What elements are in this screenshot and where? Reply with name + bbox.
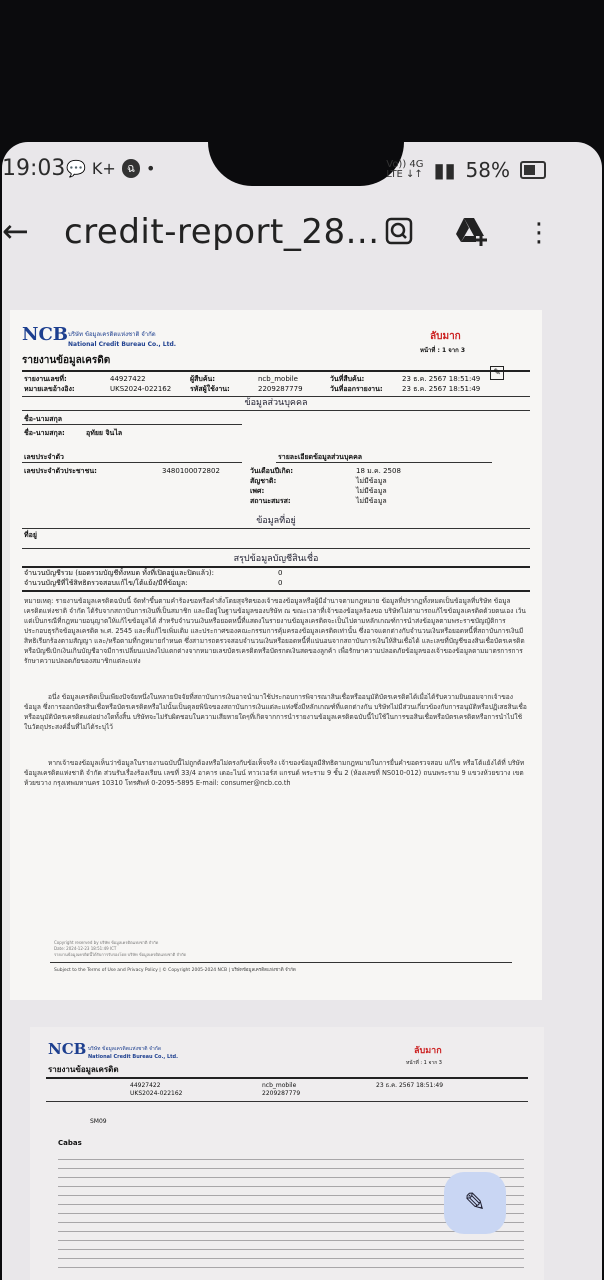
dob-label: วันเดือนปีเกิด: <box>250 467 294 475</box>
footer-copyright-small: Copyright reserved by บริษัท ข้อมูลเครดิตแห่งชาติ จำกัด <box>54 940 159 945</box>
ref-value: 44927422 <box>130 1082 161 1089</box>
id-value: 3480100072802 <box>162 467 220 475</box>
user-label: ผู้สืบค้น: <box>190 375 216 383</box>
detail-header: รายละเอียดข้อมูลส่วนบุคคล <box>278 453 363 461</box>
summary-total-value: 0 <box>278 569 283 577</box>
pen-off-icon: ✎ <box>464 1188 486 1218</box>
signal-icon: ▮▮ <box>433 158 456 182</box>
date-label: วันที่สืบค้น: <box>330 375 365 383</box>
footer-certify-small: รายงานข้อมูลเครดิตนี้ได้รับการรับรองโดย บริษัท ข้อมูลเครดิตแห่งชาติ จำกัด <box>54 952 187 957</box>
ref-value: 44927422 <box>110 375 146 383</box>
page-number: หน้าที่ : 1 จาก 3 <box>406 1060 442 1066</box>
phone-screen <box>2 142 602 1280</box>
user-value: ncb_mobile <box>258 375 298 383</box>
edit-icon: ✎ <box>490 366 504 380</box>
drive-add-icon[interactable] <box>454 216 488 250</box>
section-label: Cabas <box>58 1139 82 1147</box>
k-plus-icon: K+ <box>91 159 116 178</box>
code-value: SM09 <box>90 1118 107 1125</box>
page-footer: Subject to the Terms of Use and Privacy Policy | © Copyright 2005-2024 NCB | บริษัทข้อมูลเครดิตแห่งชาติ จำกัด <box>54 968 296 973</box>
date-value: 23 ธ.ค. 2567 18:51:49 <box>376 1082 444 1089</box>
company-name-th: บริษัท ข้อมูลเครดิตแห่งชาติ จำกัด <box>88 1046 162 1052</box>
gender-value: ไม่มีข้อมูล <box>356 487 387 495</box>
document-title: credit-report_28... <box>64 212 380 252</box>
disclaimer-paragraph-3: หากเจ้าของข้อมูลเห็นว่าข้อมูลในรายงานฉบับนี้ไม่ถูกต้องหรือไม่ตรงกับข้อเท็จจริง เจ้าของข้อมูลมีสิทธิตามกฎหมายในการยื่นคำขอตรวจสอบ แก้ไข หรือโต้แย้งได้ที่ บริษัท ข้อมูลเครดิตแห่งชาติ จำกัด ส่วนรับเรื่องร้องเรียน เลขที่ 33/4 อาคาร เดอะไนน์ ทาวเวอร์ส แกรนด์ พระราม 9 ชั้น 2 (ห้องเลขที่ NS010-012) ถนนพระราม 9 แขวงห้วยขวาง เขตห้วยขวาง กรุงเทพมหานคร 10310 โทรศัพท์ 0-2095-5895 E-mail: consumer@ncb.co.th <box>24 759 525 787</box>
summary-total-label: จำนวนบัญชีรวม (ยอดรวมบัญชีทั้งหมด ทั้งที่เปิดอยู่และปิดแล้ว): <box>24 569 215 577</box>
app-notification-icon: ฉ <box>122 159 140 178</box>
confidential-label: ลับมาก <box>414 1046 442 1056</box>
marital-label: สถานะสมรส: <box>250 497 291 505</box>
lens-search-icon[interactable] <box>382 216 416 250</box>
userid-label: รหัสผู้ใช้งาน: <box>190 385 230 393</box>
battery-icon <box>520 161 546 179</box>
date-value: 23 ธ.ค. 2567 18:51:49 <box>402 375 481 383</box>
summary-dispute-label: จำนวนบัญชีที่ใช้สิทธิตรวจสอบแก้ไข/โต้แย้ง/มีที่ข้อมูล: <box>24 579 188 587</box>
app-bar <box>2 202 602 266</box>
pdf-page-1 <box>10 310 542 1000</box>
ncb-logo: NCB <box>48 1040 87 1058</box>
address-label: ที่อยู่ <box>24 531 37 539</box>
id-header: เลขประจำตัว <box>24 453 64 461</box>
address-header: ข้อมูลที่อยู่ <box>256 516 296 526</box>
member-label: หมายเลขอ้างอิง: <box>24 385 75 393</box>
company-name-en: National Credit Bureau Co., Ltd. <box>68 341 177 348</box>
report-title: รายงานข้อมูลเครดิต <box>22 355 111 366</box>
name-value: อุทัยย จินไล <box>86 429 123 437</box>
marital-value: ไม่มีข้อมูล <box>356 497 387 505</box>
back-arrow-icon[interactable]: ← <box>2 212 29 250</box>
report-date-label: วันที่ออกรายงาน: <box>330 385 383 393</box>
userid-value: 2209287779 <box>258 385 303 393</box>
user-value: ncb_mobile <box>262 1082 297 1089</box>
summary-header: สรุปข้อมูลบัญชีสินเชื่อ <box>233 554 319 564</box>
report-date-value: 23 ธ.ค. 2567 18:51:49 <box>402 385 481 393</box>
id-label: เลขประจำตัวประชาชน: <box>24 467 97 475</box>
page-number: หน้าที่ : 1 จาก 3 <box>420 347 466 354</box>
disclaimer-paragraph-2: อนึ่ง ข้อมูลเครดิตเป็นเพียงปัจจัยหนึ่งในหลายปัจจัยที่สถาบันการเงินอาจนำมาใช้ประกอบการพิจารณาสินเชื่อหรืออนุมัติบัตรเครดิตได้เมื่อได้รับความยินยอมจากเจ้าของข้อมูล ซึ่งการออกบัตรสินเชื่อหรือบัตรเครดิตหรือไม่นั้นเป็นดุลยพินิจของสถาบันการเงินแต่ละแห่งซึ่งมีหลักเกณฑ์ที่แตกต่างกัน บริษัทไม่มีส่วนเกี่ยวข้องกับการอนุมัติหรือปฏิเสธสินเชื่อหรืออนุมัติบัตรเครดิตแต่อย่างใดทั้งสิ้น บริษัทจะไม่รับผิดชอบในความเสียหายใดๆที่เกิดจากการนำรายงานข้อมูลเครดิตฉบับนี้ไปใช้ในการขอสินเชื่อหรือบัตรเครดิตหรือการนำไปใช้ในวัตถุประสงค์อื่นที่ไม่ได้ระบุไว้ <box>24 693 527 731</box>
system-icons <box>386 158 546 182</box>
ncb-logo: NCB <box>22 324 68 345</box>
userid-value: 2209287779 <box>262 1090 301 1097</box>
confidential-label: ลับมาก <box>430 331 461 342</box>
line-app-icon: 💬 <box>66 159 86 178</box>
network-indicator: Vo)) 4G LTE ↓↑ <box>386 159 424 180</box>
name-label: ชื่อ-นามสกุล: <box>24 429 65 437</box>
dob-value: 18 ม.ค. 2508 <box>356 467 401 475</box>
summary-dispute-value: 0 <box>278 579 283 587</box>
more-vert-icon[interactable]: ⋮ <box>526 218 552 248</box>
company-name-en: National Credit Bureau Co., Ltd. <box>88 1054 179 1060</box>
personal-info-header: ข้อมูลส่วนบุคคล <box>244 398 308 408</box>
disclaimer-paragraph-1: หมายเหตุ: รายงานข้อมูลเครดิตฉบับนี้ จัดทำขึ้นตามคำร้องขอหรือคำสั่งโดยสุจริตของเจ้าของข้อมูลหรือผู้มีอำนาจตามกฎหมาย ข้อมูลที่ปรากฏทั้งหมดเป็นข้อมูลที่บริษัท ข้อมูลเครดิตแห่งชาติ จำกัด ได้รับจากสถาบันการเงินที่เป็นสมาชิก และมีอยู่ในฐานข้อมูลของบริษัท ณ ขณะเวลาที่เจ้าของข้อมูลร้องขอ บริษัทไม่สามารถแก้ไขข้อมูลเครดิตด้วยตนเอง เว้นแต่เป็นกรณีที่กฎหมายอนุญาตให้แก้ไขข้อมูลได้ สำหรับจำนวนเงินหรือยอดหนี้ที่แสดงในรายงานข้อมูลเครดิตจะเป็นไปตามหลักเกณฑ์การนำส่งข้อมูลตามพระราชบัญญัติการประกอบธุรกิจข้อมูลเครดิต พ.ศ. 2545 และที่แก้ไขเพิ่มเติม และประกาศของคณะกรรมการคุ้มครองข้อมูลเครดิตเท่านั้น ซึ่งอาจแตกต่างกับจำนวนเงินหรือยอดหนี้ที่สถาบันการเงินมีสิทธิเรียกร้องตามสัญญา และ/หรือตามที่กฎหมายกำหนด ซึ่งสามารถตรวจสอบจำนวนเงินหรือยอดหนี้ที่แน่นอนจากสถาบันการเงินให้สินเชื่อได้ และเลขที่บัญชีของสินเชื่อบัตรเครดิตหรือบัญชีเบิกเงินเกินบัญชีอาจมีการเปลี่ยนแปลงไปแตกต่างจากหมายเลขบัตรเครดิตหรือบัตรกดเงินสดของลูกค้า เพื่อรักษาความปลอดภัยข้อมูลของเจ้าของข้อมูลตามมาตรการการรักษาความปลอดภัยของสมาชิกแต่ละแห่ง <box>24 597 526 665</box>
member-value: UKS2024-022162 <box>110 385 172 393</box>
report-title: รายงานข้อมูลเครดิต <box>48 1065 119 1074</box>
clock: 19:03 <box>2 156 66 181</box>
edit-fab[interactable] <box>444 1172 506 1234</box>
status-bar <box>2 156 602 192</box>
member-value: UKS2024-022162 <box>130 1090 183 1097</box>
pdf-page-2 <box>30 1027 544 1280</box>
gender-label: เพศ: <box>250 487 265 495</box>
name-header: ชื่อ-นามสกุล <box>24 415 62 423</box>
footer-date-small: Date: 2024-12-23 18:51:49 ICT <box>54 946 117 951</box>
more-dot-icon: • <box>146 159 156 178</box>
company-name-th: บริษัท ข้อมูลเครดิตแห่งชาติ จำกัด <box>68 331 156 338</box>
notification-icons <box>66 159 155 178</box>
battery-percent: 58% <box>465 158 510 182</box>
nationality-label: สัญชาติ: <box>250 477 277 485</box>
ref-label: รายงานเลขที่: <box>24 375 67 383</box>
nationality-value: ไม่มีข้อมูล <box>356 477 387 485</box>
